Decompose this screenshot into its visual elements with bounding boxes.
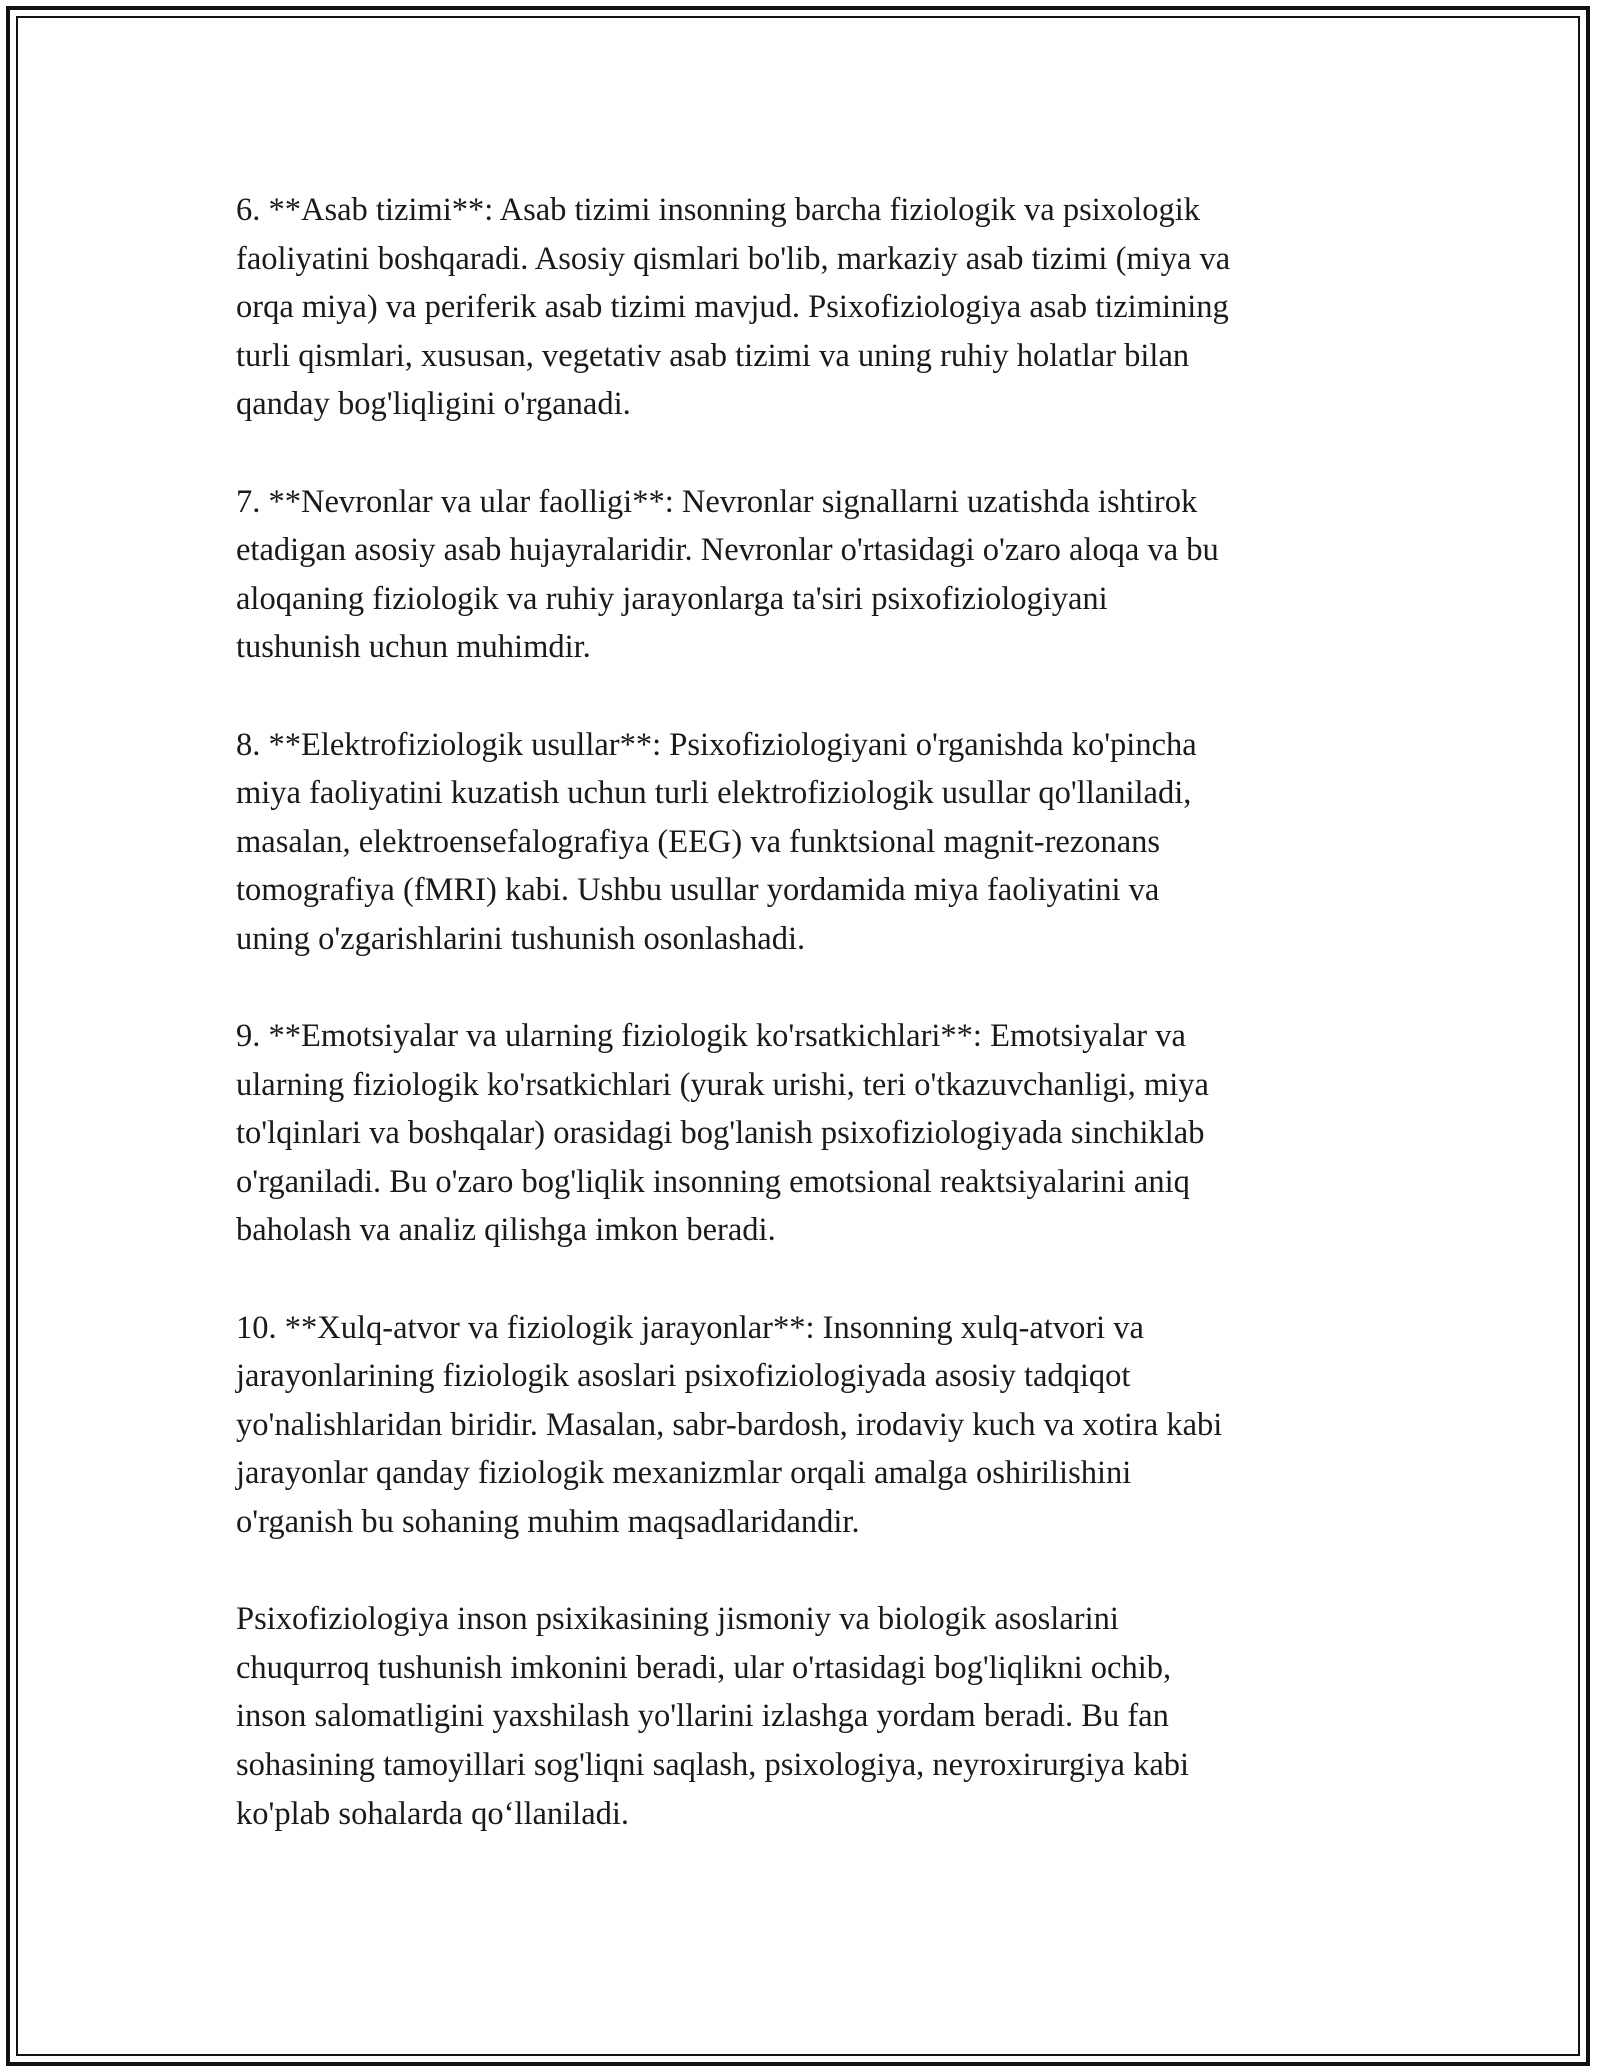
paragraph-elektrofiziologik-usullar: 8. **Elektrofiziologik usullar**: Psixofiziologiyani o'rganishda ko'pincha miya faoliyatini kuzatish uchun turli elektrofiziologik usullar qo'llaniladi, masalan, elektroensefalografiya (EEG) va funktsional magnit-rezonans tomografiya (fMRI) kabi. Ushbu usullar yordamida miya faoliyatini va uning o'zgarishlarini tushunish osonlashadi. (236, 726, 1197, 957)
paragraph-asab-tizimi: 6. **Asab tizimi**: Asab tizimi insonning barcha fiziologik va psixologik faoliyatini boshqaradi. Asosiy qismlari bo'lib, markaziy asab tizimi (miya va orqa miya) va periferik asab tizimi mavjud. Psixofiziologiya asab tizimining turli qismlari, xususan, vegetativ asab tizimi va uning ruhiy holatlar bilan qanday bog'liqligini o'rganadi. (236, 192, 1231, 423)
paragraph-nevronlar: 7. **Nevronlar va ular faolligi**: Nevronlar signallarni uzatishda ishtirok etadigan asosiy asab hujayralaridir. Nevronlar o'rtasidagi o'zaro aloqa va bu aloqaning fiziologik va ruhiy jarayonlarga ta'siri psixofiziologiyani tushunish uchun muhimdir. (236, 483, 1219, 666)
paragraph-conclusion: Psixofiziologiya inson psixikasining jismoniy va biologik asoslarini chuqurroq tushunish imkonini beradi, ular o'rtasidagi bog'liqlikni ochib, inson salomatligini yaxshilash yo'llarini izlashga yordam beradi. Bu fan sohasining tamoyillari sog'liqni saqlash, psixologiya, neyroxirurgiya kabi ko'plab sohalarda qo‘llaniladi. (236, 1601, 1190, 1832)
paragraph-xulq-atvor: 10. **Xulq-atvor va fiziologik jarayonlar**: Insonning xulq-atvori va jarayonlarining fiziologik asoslari psixofiziologiyada asosiy tadqiqot yo'nalishlaridan biridir. Masalan, sabr-bardosh, irodaviy kuch va xotira kabi jarayonlar qanday fiziologik mexanizmlar orqali amalga oshirilishini o'rganish bu sohaning muhim maqsadlaridandir. (236, 1309, 1223, 1541)
paragraph-emotsiyalar: 9. **Emotsiyalar va ularning fiziologik ko'rsatkichlari**: Emotsiyalar va ularning fiziologik ko'rsatkichlari (yurak urishi, teri o'tkazuvchanligi, miya to'lqinlari va boshqalar) orasidagi bog'lanish psixofiziologiyada sinchiklab o'rganiladi. Bu o'zaro bog'liqlik insonning emotsional reaktsiyalarini aniq baholash va analiz qilishga imkon beradi. (236, 1018, 1209, 1249)
document-body (236, 186, 1370, 1887)
